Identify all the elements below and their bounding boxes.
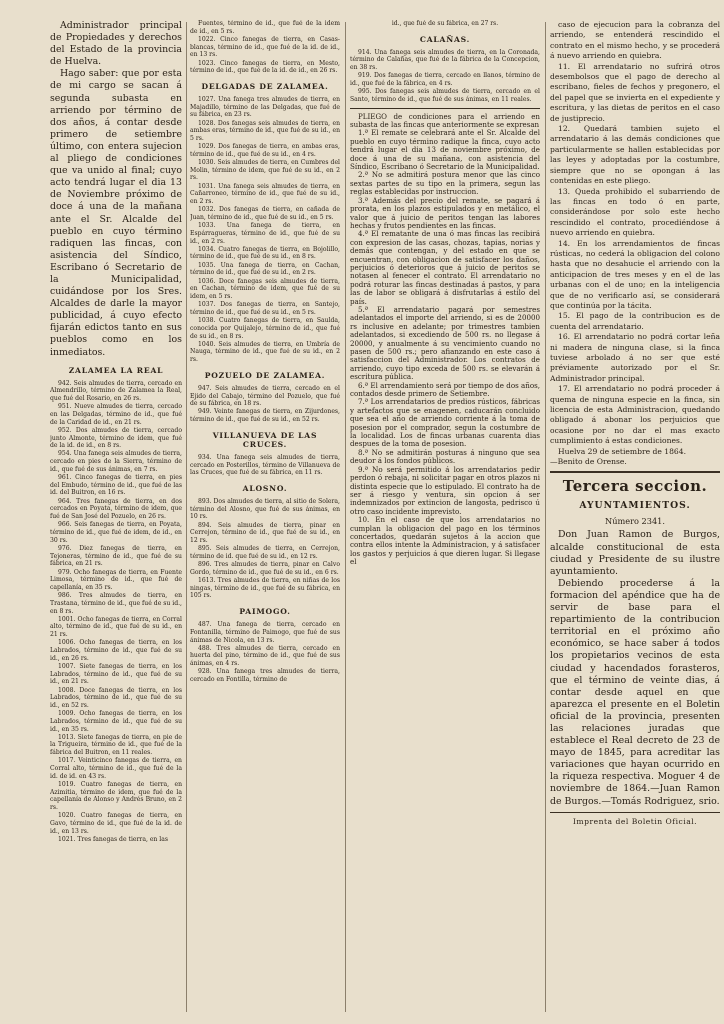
list-delgadas [190, 96, 340, 364]
list-paymogo [190, 621, 340, 684]
notice-intro-title: Administrador principal de Propiedades y derechos del Estado de la provincia de Huelva. [50, 20, 182, 68]
notice-signature: —Benito de Orense. [550, 457, 627, 467]
pliego-conditions-continued [550, 20, 720, 467]
list-item: 1021. Tres fanegas de tierra, en las [58, 835, 169, 843]
pliego-conditions [350, 113, 540, 567]
list-item: 966. Seis fanegas de tierra, en Poyata, término de id., que fué de idem, de id., en 30 rs. [50, 521, 182, 544]
list-item: 487. Una fanega de tierra, cercado en Fontanilla, término de Paimogo, que fué de sus ánimas de Nicola, en 13 rs. [190, 621, 340, 644]
condition-item: 9.ª No será permitido á los arrendatarios pedir perdon ó rebaja, ni solicitar pagar en otros plazos ni distinta especie que lo estipulado. El contrato ha de ser á riesgo y ventura, sin opcion á ser indemnizados por extincion de langosta, pedrisco ú otro caso incidente imprevisto. [350, 464, 540, 516]
list-zalamea [50, 380, 182, 844]
heading-villanueva: VILLANUEVA DE LAS CRUCES. [212, 430, 318, 449]
column-rule [345, 22, 346, 1012]
column-1 [50, 20, 182, 1020]
list-item: 1006. Ocho fanegas de tierra, en los Labrados, término de id., que fué de su id., en 26 rs. [50, 639, 182, 662]
list-item: 894. Seis almudes de tierra, pinar en Cerrejon, término de id., que fué de su id., en 12 rs. [190, 521, 340, 544]
list-item: 1017. Veinticinco fanegas de tierra, en Corral alto, término de id., que fué de la id. de id. en 43 rs. [50, 757, 182, 780]
list-item: 1030. Seis almudes de tierra, en Cumbres del Molin, término de idem, que fué de su id., en 2 rs. [190, 159, 340, 182]
list-item: 1037. Dos fanegas de tierra, en Santejo, término de id., que fué de su id., en 5 rs. [190, 301, 340, 316]
condition-item: 14. En los arrendamientos de fincas rústicas, no cederá la obligacion del colono hasta que no desahucie el arriendo con la anticipacion de tres meses y en el de las urbanas con el de uno; en la inteligencia que de no verificarlo así, se considerará que continúa por la tácita. [550, 238, 720, 310]
condition-item: 4.ª El rematante de una ó mas fincas las recibirá con expresion de las casas, chozas, tapias, norias y demás que contengan, y del estado en que se encuentran, con obligacion de satisfacer los daños, perjuicios ó deterioros que á juicio de peritos se notasen al fenecer el contrato. El arrendatario no podrá roturar las fincas destinadas á pastos, y para las de labor se obligará á disfrutarlas á estilo del país. [350, 229, 540, 306]
condition-item: 3.ª Además del precio del remate, se pagará á prorata, en los plazos estipulados y en metálico, el valor que á juicio de peritos tengan las labores hechas y frutos pendientes en las fincas. [350, 195, 540, 230]
list-item: 1009. Ocho fanegas de tierra, en los Labrados, término de id., que fué de su id., en 35 rs. [50, 710, 182, 733]
heading-paymogo: PAIMOGO. [239, 607, 291, 617]
list-item: Fuentes, término de id., que fué de la idem de id., en 5 rs. [190, 20, 340, 35]
list-item: 1027. Una fanega tres almudes de tierra, en Majadillo, término de las Delgadas, que fué de su fábrica, en 23 rs. [190, 95, 340, 119]
list-item: 1008. Doce fanegas de tierra, en los Labrados, término de id., que fué de su id., en 52 rs. [50, 686, 182, 709]
list-villanueva [190, 454, 340, 477]
announcement-body: Debiendo procederse á la formacion del apéndice que ha de servir de base para el repartimiento de la contribucion territorial en el próximo año económico, se hace saber á todos los propietarios vecinos de esta ciudad y hacendados forasteros, que el término de veinte dias, á contar desde aquel en que aparezca el presente en el Boletin oficial de la provincia, presenten las relaciones juradas que establece el Real decreto de 23 de mayo de 1845, para acreditar las variaciones que hayan ocurrido en la riqueza respectiva. Moguer 4 de noviembre de 1864.—Juan Ramon de Burgos.—Tomás Rodriguez, srio. [550, 577, 720, 807]
divider [550, 812, 720, 813]
column-4 [550, 20, 720, 1020]
notice-date: Huelva 29 de setiembre de 1864. [558, 446, 686, 456]
condition-item: 12. Quedará tambien sujeto el arrendatario á las demás condiciones que particularmente se hallen establecidas por las leyes y adoptadas por la costumbre, siempre que no se opongan á las contenidas en este pliego. [550, 124, 720, 186]
heading-alosno: ALOSNO. [242, 483, 288, 493]
heading-zalamea: ZALAMEA LA REAL [68, 365, 164, 375]
condition-item: 11. El arrendatario no sufrirá otros desembolsos que el pago de derecho al escribano, fieles de fechos y pregonero, el del papel que se invierta en el expediente y escritura, y las dietas de peritos en el caso de justiprecio. [550, 61, 720, 123]
list-item: 1040. Seis almudes de tierra, en Umbría de Nauga, término de id., que fué de su id., en 2 rs. [190, 340, 340, 364]
list-item: 942. Seis almudes de tierra, cercado en Almendrillo, término de Zalamea la Real, que fué del Rosario, en 26 rs. [50, 379, 182, 403]
condition-item: 2.ª No se admitirá postura menor que las cinco sextas partes de su tipo en la primera, segun las reglas establecidas por instruccion. [350, 170, 540, 197]
list-item: 934. Una fanega seis almudes de tierra, cercado en Posterillos, término de Villanueva de las Cruces, que fué de su fábrica, en 11 rs. [190, 453, 340, 477]
list-item: 947. Seis almudes de tierra, cercado en el Ejido del Cabajo, término del Pozuelo, que fué de su fábrica, en 18 rs. [190, 384, 340, 408]
list-item: 954. Una fanega seis almudes de tierra, cercado en pies de la Sierra, término de id., que fué de sus ánimas, en 7 rs. [50, 450, 182, 473]
condition-item: 6.ª El arrendamiento será por tiempo de dos años, contados desde primero de Setiembre. [350, 380, 540, 399]
list-alosno [190, 498, 340, 600]
subsection-title: AYUNTAMIENTOS. [579, 500, 691, 512]
list-item: 488. Tres almudes de tierra, cercado en huerta del pino, término de id., que fué de sus ánimas, en 4 rs. [190, 644, 340, 668]
list-item: 951. Nueve almudes de tierra, cercado en las Delgadas, término de id., que fué de la Caridad de id., en 21 rs. [50, 403, 182, 426]
list-item: 895. Seis almudes de tierra, en Cerrejon, término de id. que fué de su id., en 12 rs. [190, 545, 340, 560]
list-item: 1013. Siete fanegas de tierra, en pie de la Trigueira, término de id., que fué de la fábrica del Buitron, en 11 reales. [50, 733, 182, 757]
list-item: 1020. Cuatro fanegas de tierra, en Gavo, término de id., que fué de la id. de id., en 13 rs. [50, 812, 182, 835]
divider [350, 108, 540, 109]
list-item: 1034. Cuatro fanegas de tierra, en Bojolillo, término de id., que fué de su id., en 8 rs. [190, 245, 340, 261]
list-item: 952. Dos almudes de tierra, cercado junto Almonte, término de idem, que fué de la id. de id., en 8 rs. [50, 426, 182, 450]
list-item: 896. Tres almudes de tierra, pinar en Calvo Gordo, término de id., que fué de su id., en 6 rs. [190, 561, 340, 576]
list-item: 979. Ocho fanegas de tierra, en Fuente Limosa, término de id., que fué de capellanía, en 35 rs. [50, 568, 182, 591]
list-item: 1036. Doce fanegas seis almudes de tierra, en Cachan, término de idem, que fué de su idem, en 5 rs. [190, 277, 340, 300]
condition-item: caso de ejecucion para la cobranza del arriendo, se entenderá rescindido el contrato en el mismo hecho, y se procederá á nuevo arriendo en quiebra. [550, 20, 720, 61]
announcement [550, 529, 720, 807]
list-item: 1022. Cinco fanegas de tierra, en Casas-blancas, término de id., que fué de la id. de id., en 13 rs. [190, 35, 340, 59]
list-continued [190, 20, 340, 75]
heading-calanas: CALAÑAS. [419, 34, 471, 44]
list-item: 893. Dos almudes de tierra, al sitio de Solera, término del Alosno, que fué de sus ánimas, en 10 rs. [190, 497, 340, 521]
list-item: 976. Diez fanegas de tierra, en Tejoneras, término de id., que fué de su fábrica, en 21 rs. [50, 544, 182, 568]
condition-item: 15. El pago de la contribucion es de cuenta del arrendatario. [550, 311, 720, 331]
list-item: 1031. Una fanega seis almudes de tierra, en Cañarroneo, término de id., que fué de su id., en 2 rs. [190, 182, 340, 206]
list-item: 986. Tres almudes de tierra, en Trastana, término de id., que fué de su id., en 8 rs. [50, 592, 182, 615]
list-item: 1001. Ocho fanegas de tierra, en Corral alto, término de id., que fué de su id., en 21 rs. [50, 615, 182, 639]
announcement-number: Número 2341. [605, 516, 665, 527]
condition-item: 7.ª Los arrendatarios de predios rústicos, fábricas y artefactos que se enagenen, caducarán concluido que sea el año de arriendo corriente á la toma de posesion por el comprador, segun la costumbre de la localidad. Los de fincas urbanas cuarenta dias despues de la toma de posesion. [350, 397, 540, 449]
section-title: Tercera seccion. [562, 477, 708, 496]
list-item: 1033. Una fanega de tierra, en Espárragueras, término de id., que fué de su id., en 2 rs. [190, 222, 340, 245]
divider [550, 471, 720, 473]
announcement-header: Don Juan Ramon de Burgos, alcalde constitucional de esta ciudad y Presidente de su ilustre ayuntamiento. [550, 529, 720, 577]
pliego-title: PLIEGO de condiciones para el arriendo en subasta de las fincas que anteriormente se expresan [350, 111, 540, 130]
list-item: 1023. Cinco fanegas de tierra, en Mesto, término de id., que fué de la id. de id., en 26 rs. [190, 59, 340, 75]
list-item: 1032. Dos fanegas de tierra, en cañada de Juan, término de id., que fué de su id., en 5 rs. [190, 206, 340, 221]
column-rule [186, 22, 187, 1012]
condition-item: 10. En el caso de que los arrendatarios no cumplan la obligacion del pago en los términos concertados, quedarán sujetos á la accion que contra ellos intente la Administracion, y á satisfacer los gastos y perjuicios á que dieren lugar. Si llegase el [350, 515, 540, 567]
list-item: 964. Tres fanegas de tierra, en dos cercados en Poyata, término de idem, que fué de San José del Pozuelo, en 26 rs. [50, 497, 182, 521]
list-item: 919. Dos fanegas de tierra, cercado en llanos, término de id., que fué de la fábrica, en 4 rs. [350, 72, 540, 88]
list-pozuelo [190, 385, 340, 424]
notice-intro [50, 20, 182, 359]
list-item: 1613. Tres almudes de tierra, en niñas de los ningas, término de id., que fué de su fábrica, en 105 rs. [190, 576, 340, 600]
list-item: 1028. Dos fanegas seis almudes de tierra, en ambas eras, término de id., que fué de su id., en 5 rs. [190, 119, 340, 142]
list-item: 914. Una fanega seis almudes de tierra, en la Coronada, término de Calañas, que fué de la fábrica de la Concepcion, en 38 rs. [350, 48, 540, 72]
notice-intro-body: Hago saber: que por esta de mi cargo se sacan á segunda subasta en arriendo por término de dos años, á contar desde primero de setiembre último, con entera sujecion al pliego de condiciones que va unido al final; cuyo acto tendrá lugar el dia 13 de Noviembre próximo de doce á una de la mañana ante el Sr. Alcalde del pueblo en cuyo término radiquen las fincas, con asistencia del Síndico, Escribano ó Secretario de la Municipalidad, cuidándose por los Sres. Alcaldes de darle la mayor publicidad, á cuyo efecto fijarán edictos tanto en sus pueblos como en los inmediatos. [50, 68, 182, 358]
list-item: 928. Una fanega tres almudes de tierra, cercado en Fontilla, término de [190, 668, 340, 684]
list-item: id., que fué de su fábrica, en 27 rs. [391, 20, 499, 27]
list-continued [350, 20, 540, 28]
column-rule [545, 22, 546, 1012]
condition-item: 17. El arrendatario no podrá proceder á quema de ninguna especie en la finca, sin licencia de esta Administracion, quedando obligado á abonar los perjuicios que ocasione por no dar el mas exacto cumplimiento á estas condiciones. [550, 384, 720, 446]
condition-item: 5.ª El arrendatario pagará por semestres adelantados el importe del arriendo, si es de 20000 rs inclusive en adelante; por trimestres tambien adelantados, si excediendo de 500 rs. no llegase á 20000, y anualmente á su vencimiento cuando no pasen de 500 rs.; pero afianzando en este caso á satisfaccion del Administrador. Los contratos de arriendo, cuyo tipo exceda de 500 rs. se elevarán á escritura pública. [350, 304, 540, 382]
list-item: 1038. Cuatro fanegas de tierra, en Saulda, conocida por Quijalejo, término de id., que fué de su id., en 8 rs. [190, 317, 340, 340]
printer-footer: Imprenta del Boletin Oficial. [572, 816, 698, 826]
heading-delgadas: DELGADAS DE ZALAMEA. [201, 81, 329, 91]
list-item: 961. Cinco fanegas de tierra, en pies del Embudo, término de id., que fué de las id. del Buitron, en 16 rs. [50, 474, 182, 497]
heading-pozuelo: POZUELO DE ZALAMEA. [204, 370, 326, 380]
list-item: 1029. Dos fanegas de tierra, en ambas eras, término de id., que fué de su id., en 4 rs. [190, 143, 340, 158]
list-item: 995. Dos fanegas seis almudes de tierra, cercado en el Santo, término de id., que fué de sus ánimas, en 11 reales. [350, 88, 540, 103]
condition-item: 1.ª El remate se celebrará ante el Sr. Alcalde del pueblo en cuyo término radique la finca, cuyo acto tendrá lugar el dia 13 de noviembre próximo, de doce á una de su mañana, con asistencia del Síndico, Escribano ó Secretario de la Municipalidad. [350, 128, 540, 172]
list-item: 1035. Una fanega de tierra, en Cachan, término de id., que fué de su id., en 2 rs. [190, 261, 340, 277]
column-3 [350, 20, 540, 1020]
list-item: 1007. Siete fanegas de tierra, en los Labrados, término de id., que fué de su id., en 21 rs. [50, 662, 182, 686]
condition-item: 13. Queda prohibido el subarriendo de las fincas en todo ó en parte, considerándose por solo este hecho rescindido el contrato, procediéndose á nuevo arriendo en quiebra. [550, 186, 720, 238]
list-item: 949. Veinte fanegas de tierra, en Zijurdones, término de id., que fué de su id., en 52 rs. [190, 408, 340, 424]
column-2 [190, 20, 340, 1020]
condition-item: 16. El arrendatario no podrá cortar leña ni madera de ninguna clase, si la finca tuviese arbolado á no ser que esté préviamente autorizado por el Sr. Administrador principal. [550, 332, 720, 383]
list-calanas [350, 49, 540, 104]
list-item: 1019. Cuatro fanegas de tierra, en Azimitia, término de idem, que fué de la capellanía de Alonso y Andrés Bruno, en 2 rs. [50, 780, 182, 812]
condition-item: 8.ª No se admitirán posturas á ninguno que sea deudor á los fondos públicos. [350, 447, 540, 466]
